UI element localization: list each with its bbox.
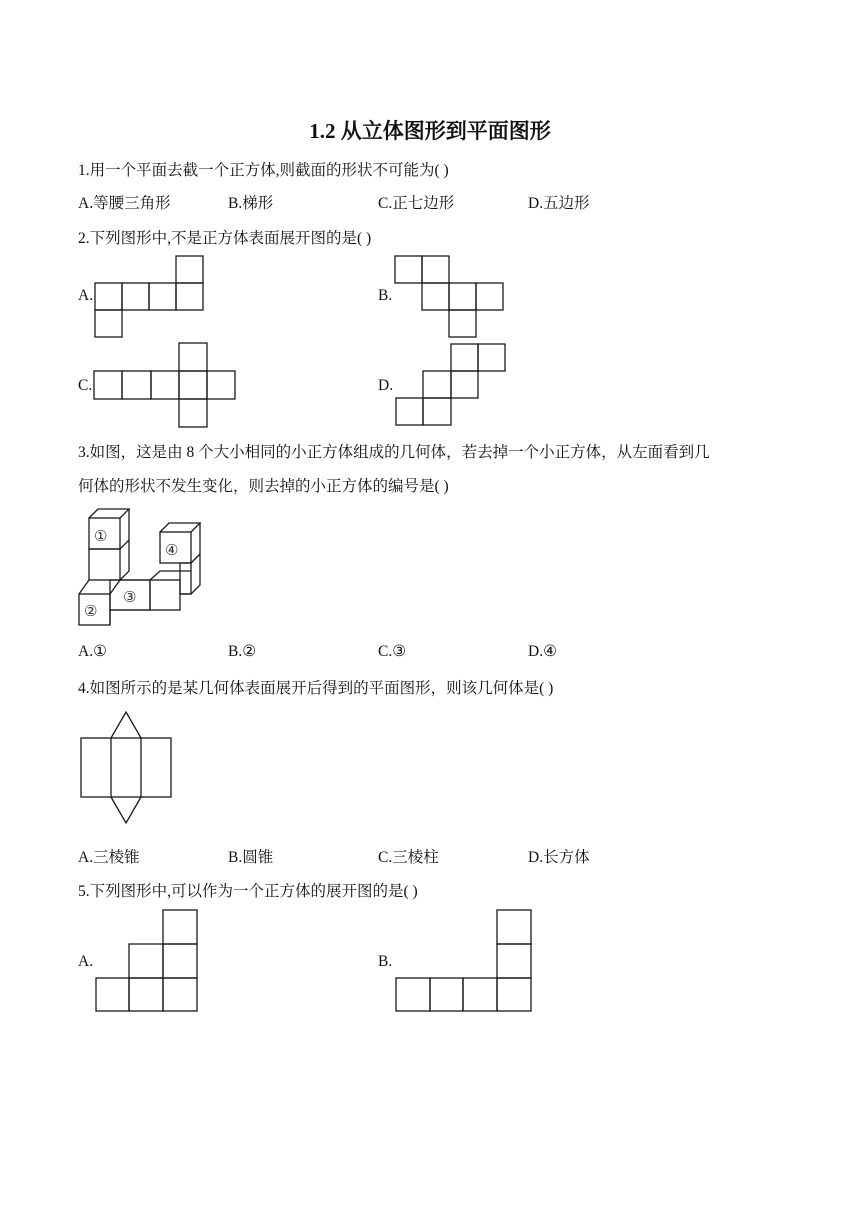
q2-net-a <box>94 255 206 337</box>
question-1-stem: 1.用一个平面去截一个正方体,则截面的形状不可能为( ) <box>78 162 449 179</box>
q2-figure-d-label: D. <box>378 377 394 394</box>
q1-option-d: D.五边形 <box>528 195 590 212</box>
cube-mark-1: ① <box>94 527 108 545</box>
q5-net-a <box>95 909 201 1015</box>
question-4-stem: 4.如图所示的是某几何体表面展开后得到的平面图形，则该几何体是( ) <box>78 680 554 697</box>
q2-net-b <box>394 255 506 337</box>
question-5-stem: 5.下列图形中,可以作为一个正方体的展开图的是( ) <box>78 883 418 900</box>
page-title: 1.2 从立体图形到平面图形 <box>309 119 551 143</box>
q3-option-d: D.④ <box>528 643 557 660</box>
q3-cube-solid <box>78 505 208 627</box>
q4-option-a: A.三棱锥 <box>78 849 140 866</box>
cube-mark-4: ④ <box>165 541 179 559</box>
cube-mark-3: ③ <box>123 588 137 606</box>
q3-option-a: A.① <box>78 643 107 660</box>
q4-option-b: B.圆锥 <box>228 849 274 866</box>
q2-figure-b-label: B. <box>378 287 393 304</box>
q2-net-c <box>93 342 239 430</box>
question-3-stem-line2: 何体的形状不发生变化，则去掉的小正方体的编号是( ) <box>78 478 449 495</box>
q2-figure-a-label: A. <box>78 287 94 304</box>
q4-option-c: C.三棱柱 <box>378 849 439 866</box>
q1-option-b: B.梯形 <box>228 195 274 212</box>
q5-figure-b-label: B. <box>378 953 393 970</box>
q2-net-d <box>395 343 507 427</box>
q1-option-a: A.等腰三角形 <box>78 195 171 212</box>
question-3-stem-line1: 3.如图，这是由 8 个大小相同的小正方体组成的几何体，若去掉一个小正方体，从左面看到几 <box>78 444 710 461</box>
q5-net-b <box>395 909 535 1015</box>
cube-mark-2: ② <box>84 602 98 620</box>
q2-figure-c-label: C. <box>78 377 93 394</box>
q4-option-d: D.长方体 <box>528 849 590 866</box>
question-2-stem: 2.下列图形中,不是正方体表面展开图的是( ) <box>78 230 372 247</box>
q4-prism-net <box>80 710 174 826</box>
q1-option-c: C.正七边形 <box>378 195 455 212</box>
q3-option-c: C.③ <box>378 643 407 660</box>
q3-option-b: B.② <box>228 643 257 660</box>
q5-figure-a-label: A. <box>78 953 94 970</box>
